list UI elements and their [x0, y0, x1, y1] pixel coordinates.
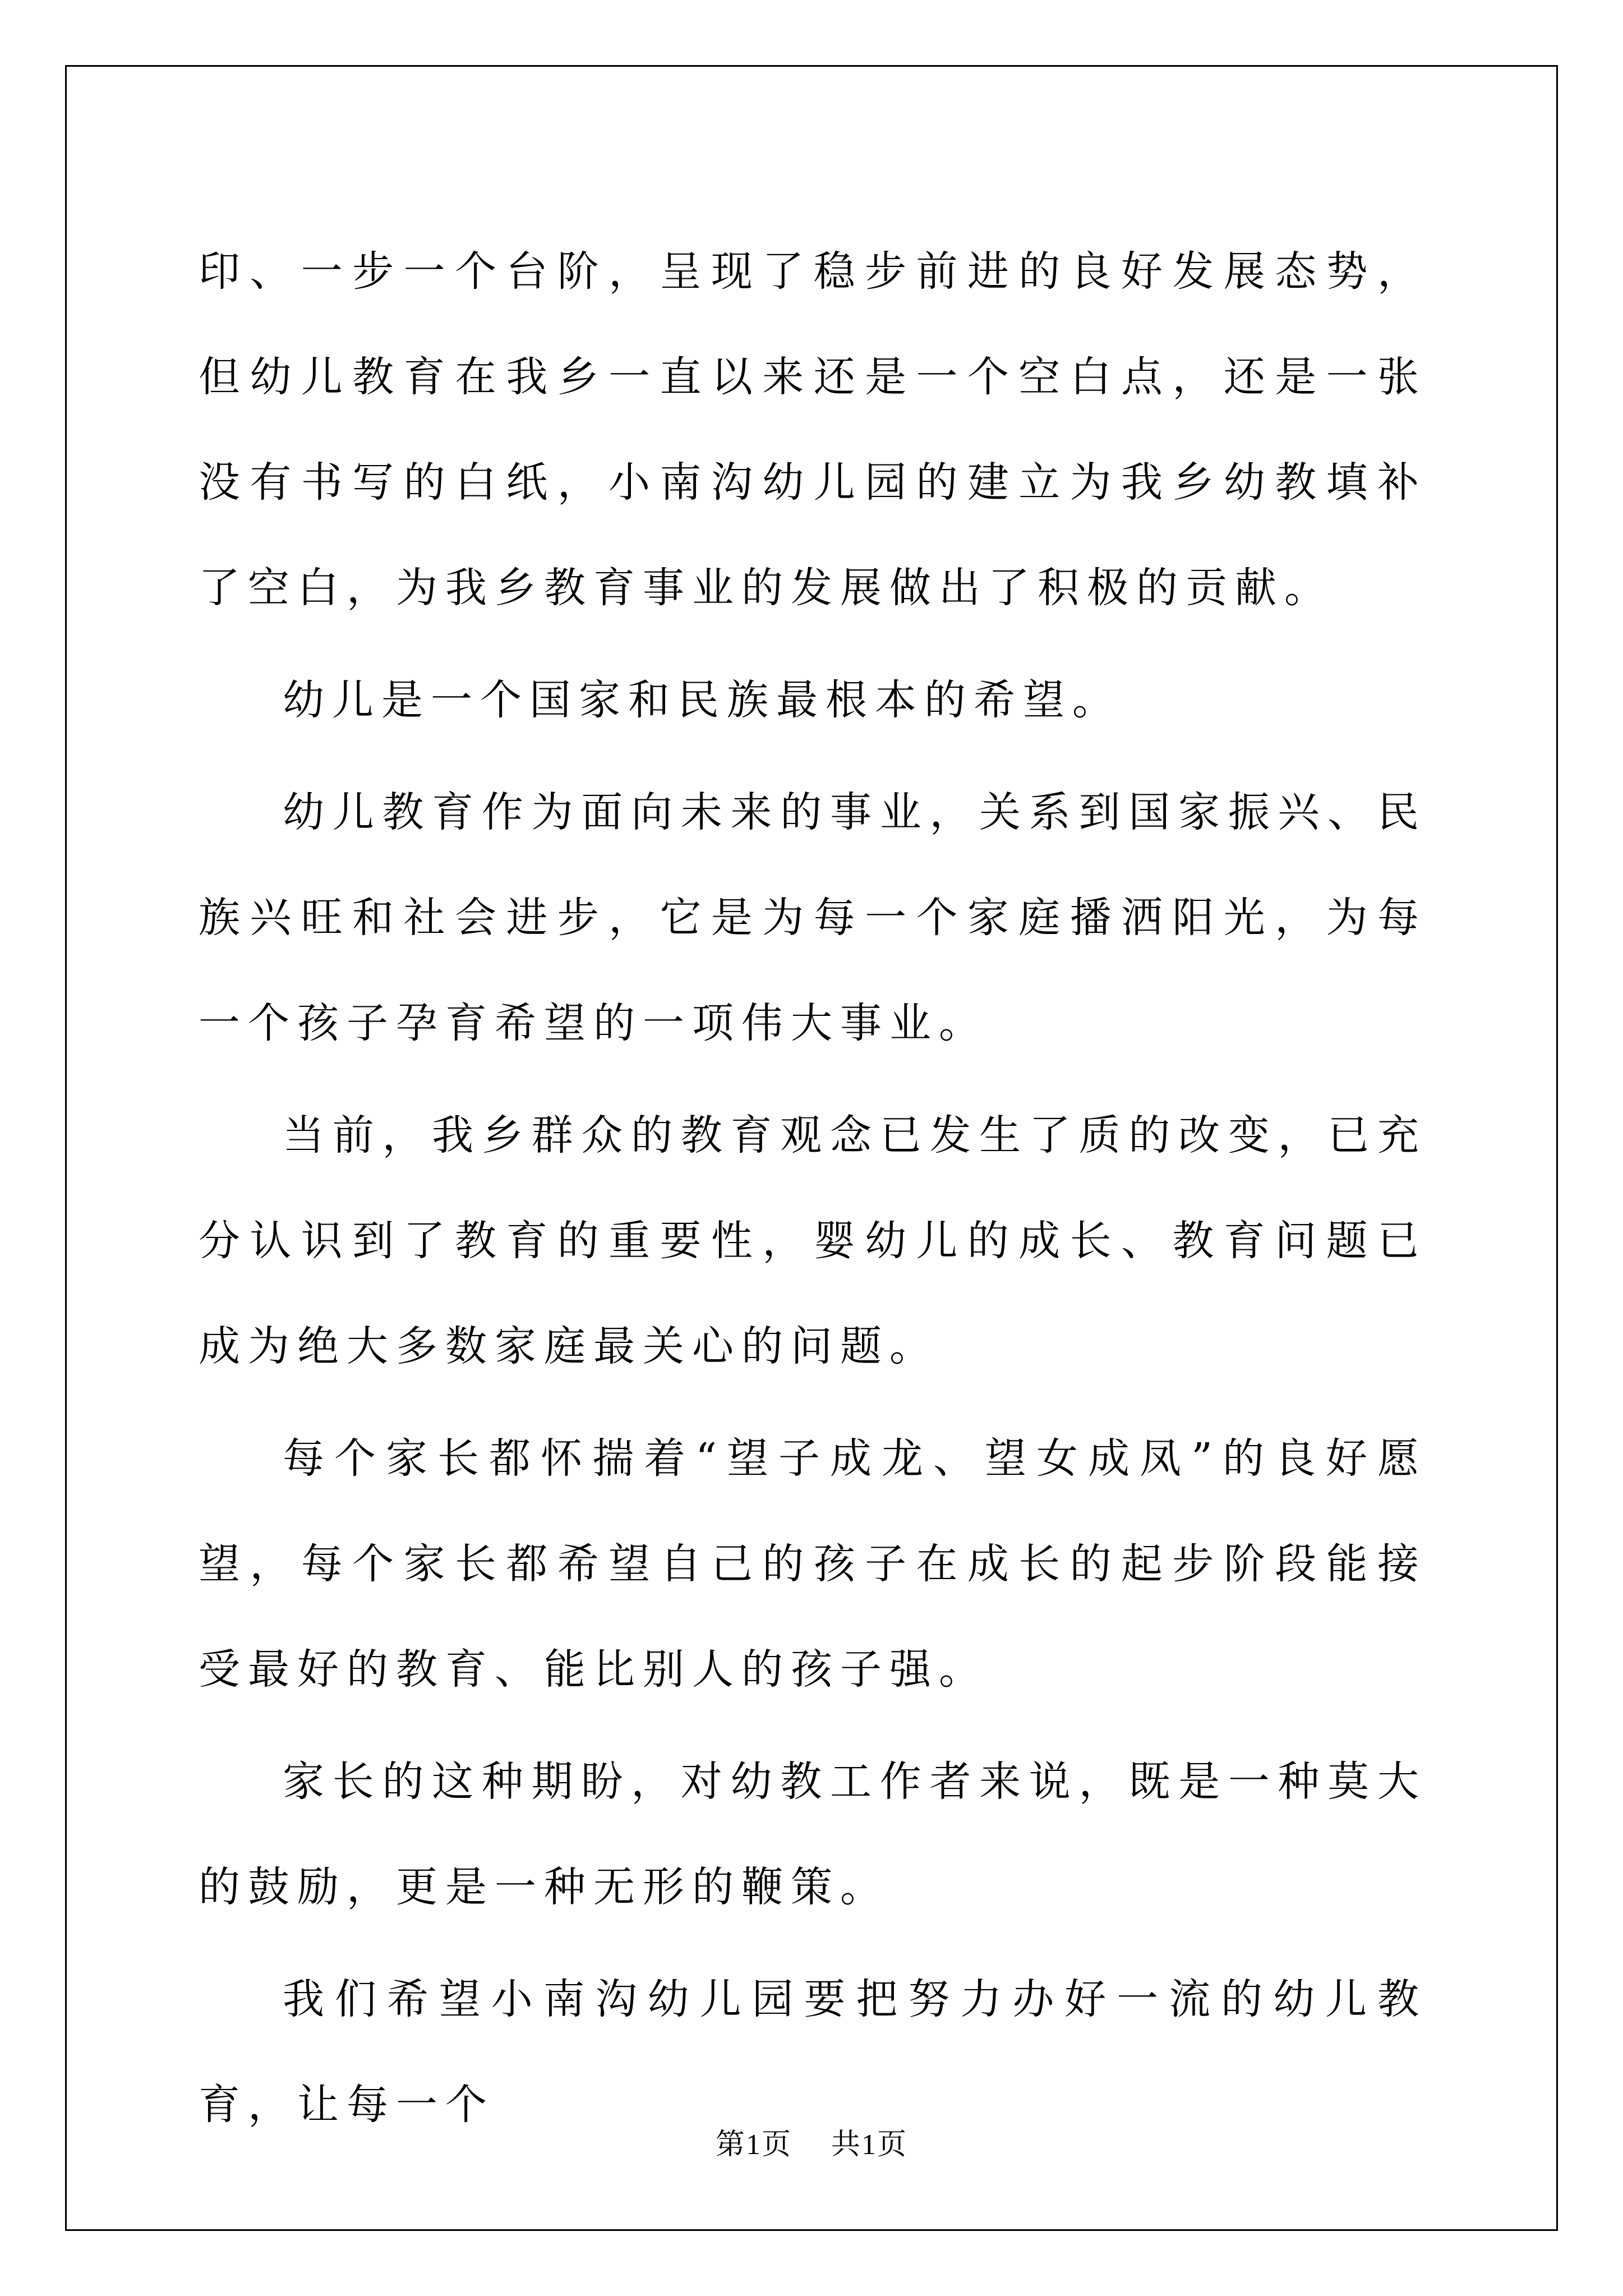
paragraph: 家长的这种期盼，对幼教工作者来说，既是一种莫大的鼓励，更是一种无形的鞭策。 [199, 1757, 1427, 1911]
paragraph: 幼儿是一个国家和民族最根本的希望。 [283, 676, 1122, 724]
paragraph: 我们希望小南沟幼儿园要把努力办好一流的幼儿教育，让每一个 [199, 1975, 1427, 2129]
document-body [199, 219, 1427, 2164]
paragraph: 每个家长都怀揣着“望子成龙、望女成凤”的良好愿望，每个家长都希望自己的孩子在成长的起步阶段能接受最好的教育、能比别人的孩子强。 [199, 1434, 1427, 1694]
paragraph-continued: 印、一步一个台阶，呈现了稳步前进的良好发展态势，但幼儿教育在我乡一直以来还是一个空白点，还是一张没有书写的白纸，小南沟幼儿园的建立为我乡幼教填补了空白，为我乡教育事业的发展做出了积极的贡献。 [199, 247, 1427, 612]
page-footer [0, 2120, 1623, 2162]
paragraph: 幼儿教育作为面向未来的事业，关系到国家振兴、民族兴旺和社会进步，它是为每一个家庭播洒阳光，为每一个孩子孕育希望的一项伟大事业。 [199, 788, 1427, 1047]
total-pages: 共1页 [831, 2129, 908, 2161]
paragraph: 当前，我乡群众的教育观念已发生了质的改变，已充分认识到了教育的重要性，婴幼儿的成长、教育问题已成为绝大多数家庭最关心的问题。 [199, 1111, 1427, 1370]
page-number: 第1页 [715, 2129, 792, 2161]
